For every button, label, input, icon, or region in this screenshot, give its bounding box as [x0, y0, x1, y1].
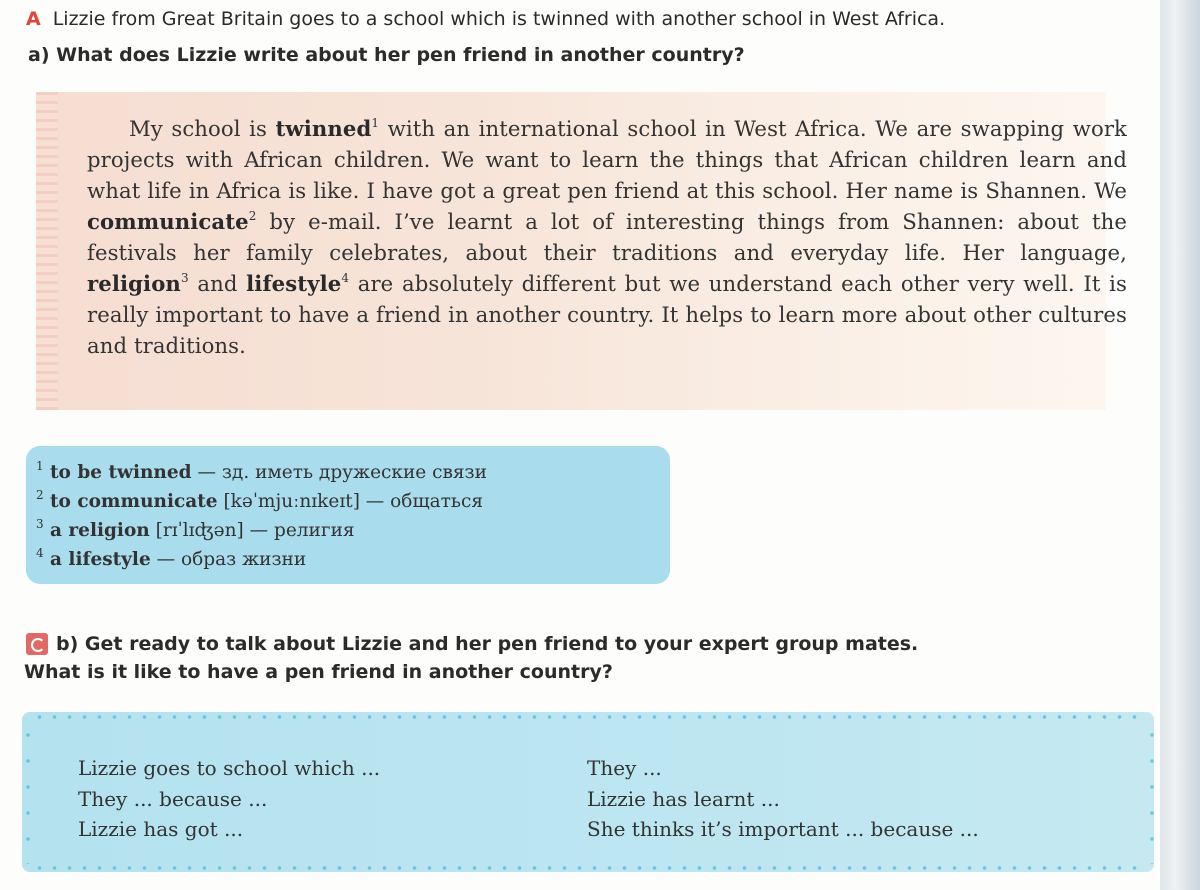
- glossary-definition: — зд. иметь дружеские связи: [191, 462, 487, 483]
- glossed-word: communicate: [87, 209, 249, 234]
- footnote-mark: 2: [248, 209, 257, 223]
- glossary-number: 4: [36, 546, 44, 560]
- footnote-mark: 1: [371, 116, 380, 130]
- glossary-term: to communicate: [50, 491, 218, 512]
- question-a: a) What does Lizzie write about her pen friend in another country?: [28, 44, 745, 66]
- glossed-word: twinned: [275, 116, 372, 141]
- footnote-mark: 4: [341, 271, 350, 285]
- section-a-intro: [26, 8, 945, 30]
- passage-text: are absolutely different but we understand each other very well. It is really important to have a friend in another country. It helps to learn more about other cultures and traditions.: [87, 271, 1128, 358]
- phrase-starter: Lizzie has learnt ...: [587, 786, 780, 811]
- group-work-icon: [26, 633, 48, 655]
- phrase-starter: Lizzie has got ...: [78, 817, 244, 841]
- glossary-term: a lifestyle: [50, 549, 151, 570]
- glossary-item: [36, 487, 487, 516]
- glossed-word: religion: [87, 271, 181, 296]
- phrase-column-left: [78, 753, 380, 845]
- dotted-border: [32, 715, 1144, 719]
- glossary-number: 3: [36, 517, 44, 531]
- glossary-definition: [rɪˈlɪʤən] — религия: [149, 520, 355, 541]
- glossary-term: to be twinned: [50, 462, 192, 483]
- section-letter: A: [26, 8, 41, 30]
- reading-box-edge: [36, 92, 58, 410]
- glossary-item: [36, 516, 487, 545]
- phrase-starter: She thinks it’s important ... because ...: [587, 817, 979, 841]
- glossary-definition: [kəˈmjuːnɪkeɪt] — общаться: [217, 491, 484, 512]
- page-edge: [1160, 0, 1200, 890]
- glossary-item: [36, 545, 487, 574]
- footnote-mark: 3: [180, 271, 189, 285]
- dotted-border: [26, 722, 30, 864]
- reading-passage: [87, 113, 1127, 361]
- question-b-line1: b) Get ready to talk about Lizzie and her pen friend to your expert group mates.: [56, 633, 919, 655]
- glossary-item: [36, 458, 487, 487]
- glossed-word: lifestyle: [246, 271, 342, 296]
- dotted-border: [32, 866, 1144, 870]
- glossary-list: [36, 458, 487, 574]
- glossary-definition: — образ жизни: [150, 549, 307, 570]
- glossary-term: a religion: [50, 520, 150, 541]
- phrase-starter: They ...: [587, 756, 662, 780]
- passage-text: My school is: [129, 116, 276, 141]
- glossary-number: 2: [36, 488, 44, 502]
- dotted-border: [1150, 722, 1154, 864]
- phrase-column-right: [587, 753, 979, 845]
- passage-text: with an international school in West Africa. We are swapping work projects with African children. We want to learn the things that African children learn and what life in Africa is like. I have got a great pen friend at this school. Her name is Shannen. We: [87, 116, 1127, 203]
- passage-text: by e-mail. I’ve learnt a lot of interesting things from Shannen: about the festivals her family celebrates, about their traditions and everyday life. Her language,: [87, 209, 1127, 265]
- phrase-starter: Lizzie goes to school which ...: [78, 756, 381, 780]
- phrase-starter: They ... because ...: [78, 786, 268, 811]
- section-a-intro-text: Lizzie from Great Britain goes to a school which is twinned with another school in West Africa.: [52, 8, 946, 30]
- passage-text: and: [188, 271, 247, 296]
- question-b-line2: What is it like to have a pen friend in another country?: [24, 661, 613, 683]
- glossary-number: 1: [36, 459, 44, 473]
